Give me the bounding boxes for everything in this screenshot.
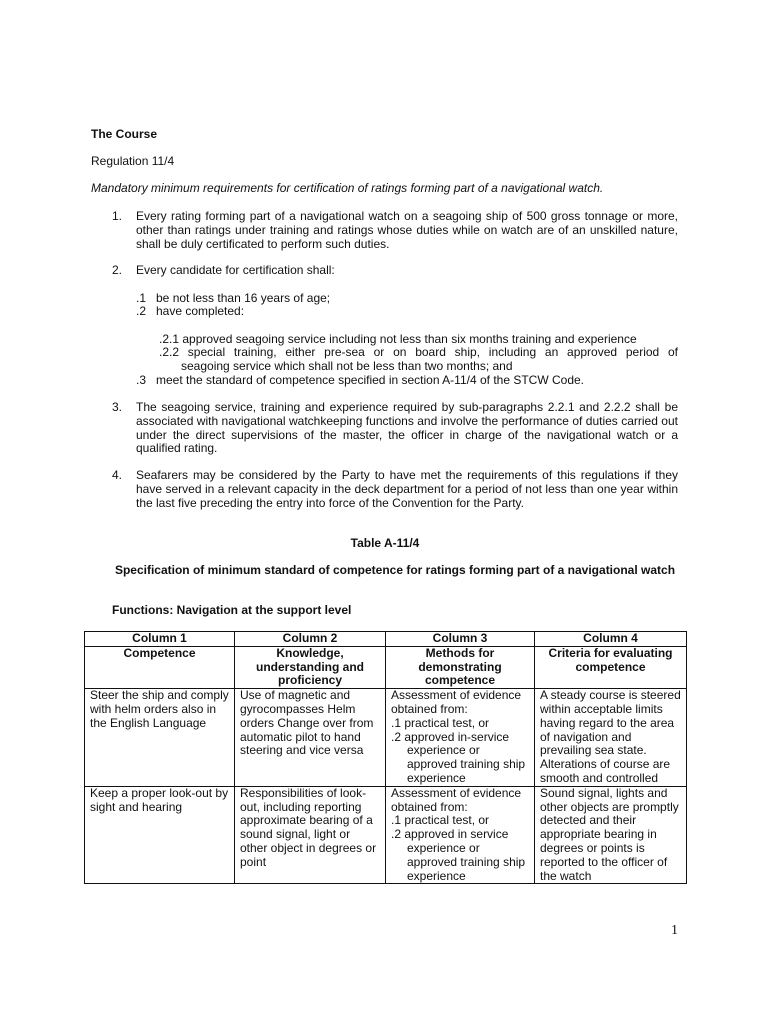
subitem-2-2: .2.2 special training, either pre-sea or on board ship, including an approved period of [159, 345, 678, 359]
subitem-1: .1 be not less than 16 years of age; [136, 291, 331, 305]
table-title: Table A-11/4 [350, 536, 420, 550]
row-1-methods [386, 689, 535, 787]
heading: The Course [91, 127, 158, 141]
header-competence: Competence [85, 646, 235, 688]
row-2-methods-intro: Assessment of evidence obtained from: [391, 785, 522, 814]
row-2-methods [386, 786, 535, 884]
row-2-criteria: Sound signal, lights and other objects are promptly detected and their appropriate bearing in degrees or points is reported to the officer of the watch [535, 786, 687, 884]
subitem-3: .3 meet the standard of competence specified in section A-11/4 of the STCW Code. [136, 373, 585, 387]
functions-label: Functions: Navigation at the support level [112, 603, 352, 617]
item-4-text: Seafarers may be considered by the Party to have met the requirements of this regulations if they have served in a relevant capacity in the deck department for a period of not less than one year within the last five preceding the entry into force of the Convention for the Party. [136, 468, 678, 510]
item-1-text: Every rating forming part of a navigational watch on a seagoing ship of 500 gross tonnage or more, other than ratings under training and ratings whose duties while on watch are of an unskilled nature, shall be duly certificated to perform such duties. [136, 209, 678, 251]
column-3-label: Column 3 [386, 632, 535, 647]
column-1-label: Column 1 [85, 632, 235, 647]
row-2-methods-a: .1 practical test, or [391, 813, 490, 828]
row-2-methods-b: .2 approved in service [391, 827, 509, 842]
page-number: 1 [671, 923, 678, 938]
header-knowledge: Knowledge, understanding and proficiency [235, 646, 386, 688]
item-3-number: 3. [112, 400, 123, 414]
item-3-text: The seagoing service, training and experience required by sub-paragraphs 2.2.1 and 2.2.2 shall be associated with navigational watchkeeping functions and involve the performance of duties carried out under the direct supervisions of the master, the officer in charge of the navigational watch or a qualified rating. [136, 400, 678, 456]
table-row [85, 786, 687, 884]
row-1-methods-c: experience or approved training ship experience [407, 743, 526, 785]
column-4-label: Column 4 [535, 632, 687, 647]
table-header-row [85, 646, 687, 688]
row-1-knowledge: Use of magnetic and gyrocompasses Helm orders Change over from automatic pilot to hand steering and vice versa [235, 689, 386, 787]
regulation-label: Regulation 11/4 [91, 154, 175, 168]
header-criteria: Criteria for evaluating competence [535, 646, 687, 688]
subitem-2: .2 have completed: [136, 304, 245, 318]
item-1-number: 1. [112, 209, 123, 223]
table-column-row [85, 632, 687, 647]
row-2-methods-c: experience or approved training ship experience [407, 840, 526, 883]
subitem-2-1: .2.1 approved seagoing service including not less than six months training and experience [159, 332, 637, 346]
subtitle: Mandatory minimum requirements for certification of ratings forming part of a navigational watch. [91, 181, 604, 195]
item-4-number: 4. [112, 468, 123, 482]
competence-table [84, 631, 687, 884]
row-1-competence: Steer the ship and comply with helm orders also in the English Language [85, 689, 235, 787]
row-1-methods-intro: Assessment of evidence obtained from: [391, 688, 522, 716]
header-methods: Methods for demonstrating competence [386, 646, 535, 688]
table-row [85, 689, 687, 787]
row-2-knowledge: Responsibilities of look-out, including reporting approximate bearing of a sound signal, light or other object in degrees or point [235, 786, 386, 884]
row-1-criteria: A steady course is steered within acceptable limits having regard to the area of navigation and prevailing sea state. Alterations of course are smooth and controlled [535, 689, 687, 787]
table-specification: Specification of minimum standard of competence for ratings forming part of a navigational watch [114, 563, 676, 577]
row-1-methods-b: .2 approved in-service [391, 729, 510, 744]
subitem-2-2-cont: seagoing service which shall not be less than two months; and [181, 359, 513, 373]
item-2-number: 2. [112, 263, 123, 277]
column-2-label: Column 2 [235, 632, 386, 647]
item-2-text: Every candidate for certification shall: [136, 263, 335, 277]
row-1-methods-a: .1 practical test, or [391, 715, 490, 730]
row-2-competence: Keep a proper look-out by sight and hearing [85, 786, 235, 884]
